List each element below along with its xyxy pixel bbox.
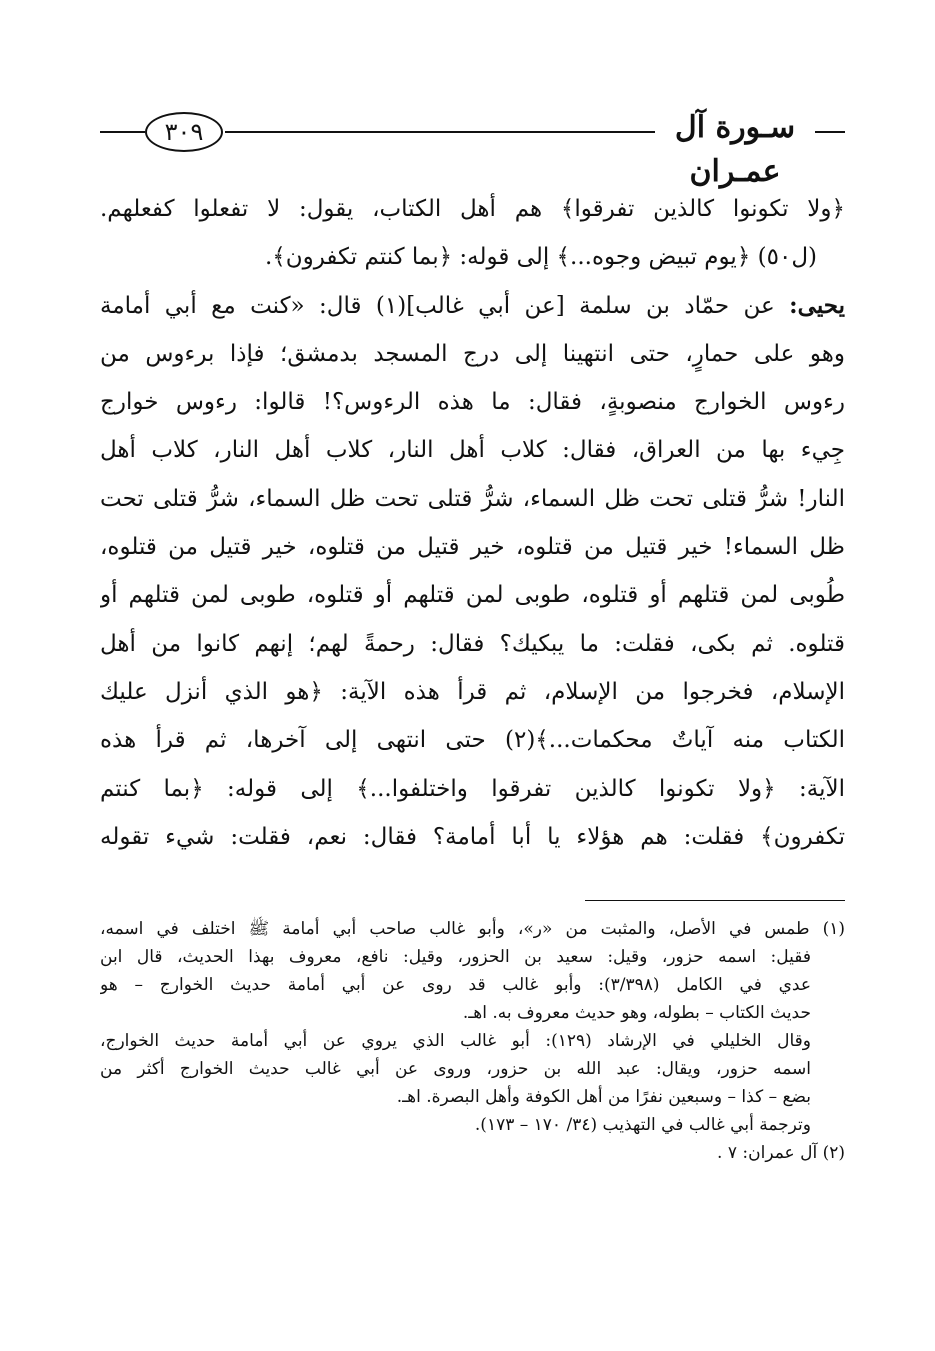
text-line: تكفرون﴾ فقلت: هم هؤلاء يا أبا أمامة؟ فقال: نعم، فقلت: شيء تقوله [100,823,845,850]
footnote-line: وقال الخليلي في الإرشاد (١٢٩): أبو غالب الذي يروي عن أبي أمامة حديث الخوارج، [100,1031,812,1051]
text-line: جِيء بها من العراق، فقال: كلاب أهل النار، كلاب أهل النار، كلاب أهل [100,437,845,464]
main-text [100,185,845,861]
text-line: النار! شرُّ قتلى تحت ظل السماء، شرُّ قتلى تحت ظل السماء، شرُّ قتلى تحت [100,485,845,512]
footnote-line: (٢) آل عمران: ٧ . [717,1143,845,1163]
footnote-line: حديث الكتاب – بطوله، وهو حديث معروف به. اهـ. [462,1003,811,1023]
header-rule-middle [225,131,685,133]
header-rule-left [100,131,145,133]
text-line: الإسلام، فخرجوا من الإسلام، ثم قرأ هذه الآية: ﴿هو الذي أنزل عليك [100,678,845,705]
footnote-line: وترجمة أبي غالب في التهذيب (٣٤/ ١٧٠ – ١٧٣). [474,1115,811,1135]
text-line: (ل٥٠) ﴿يوم تبيض وجوه...﴾ إلى قوله: ﴿بما كنتم تكفرون﴾. [264,244,817,271]
text-line-content: عن حمّاد بن سلمة [عن أبي غالب](١) قال: «كنت مع أبي أمامة [100,292,775,319]
page-number: ٣٠٩ [145,112,223,152]
text-line: وهو على حمارٍ، حتى انتهينا إلى درج المسجد بدمشق؛ فإذا برءوس من [100,340,845,367]
footnotes [100,915,845,1167]
text-line: الآية: ﴿ولا تكونوا كالذين تفرقوا واختلفوا...﴾ إلى قوله: ﴿بما كنتم [100,775,845,802]
page-header [100,100,845,189]
text-line: ﴿ولا تكونوا كالذين تفرقوا﴾ هم أهل الكتاب، يقول: لا تفعلوا كفعلهم. [100,196,845,222]
footnote-line: بضع – كذا – وسبعين نفرًا من أهل الكوفة وأهل البصرة. اهـ. [396,1087,811,1107]
footnote-line: عدي في الكامل (٣/٣٩٨): وأبو غالب قد روى عن أبي أمامة حديث الخوارج – هو [100,975,811,995]
footnote-line: اسمه حزور، ويقال: عبد الله بن حزور، وروى عن أبي غالب حديث الخوارج أكثر من [100,1059,811,1079]
text-line: ظل السماء! خير قتيل من قتلوه، خير قتيل من قتلوه، خير قتيل من قتلوه، [100,534,845,561]
text-line: قتلوه. ثم بكى، فقلت: ما يبكيك؟ فقال: رحمةً لهم؛ إنهم كانوا من أهل [100,630,845,657]
surah-title: سـورة آل عمـران [655,106,815,150]
footnote-line: (١) طمس في الأصل، والمثبت من «ر»، وأبو غالب صاحب أبي أمامة ﷺ اختلف في اسمه، [100,919,845,939]
text-line: الكتاب منه آياتٌ محكمات...﴾(٢) حتى انتهى إلى آخرها، ثم قرأ هذه [100,727,845,754]
text-line: طُوبى لمن قتلهم أو قتلوه، طوبى لمن قتلهم أو قتلوه، طوبى لمن قتلهم أو [100,582,845,609]
text-line [100,282,845,330]
text-line: رءوس الخوارج منصوبةٍ، فقال: ما هذه الرءوس؟! قالوا: رءوس خوارج [100,389,845,416]
speaker-label: يحيى: [789,291,845,319]
footnote-separator [585,900,845,901]
footnote-line: فقيل: اسمه حزور، وقيل: سعيد بن الحزور، وقيل: نافع، معروف بهذا الحديث، قال ابن [100,947,811,967]
